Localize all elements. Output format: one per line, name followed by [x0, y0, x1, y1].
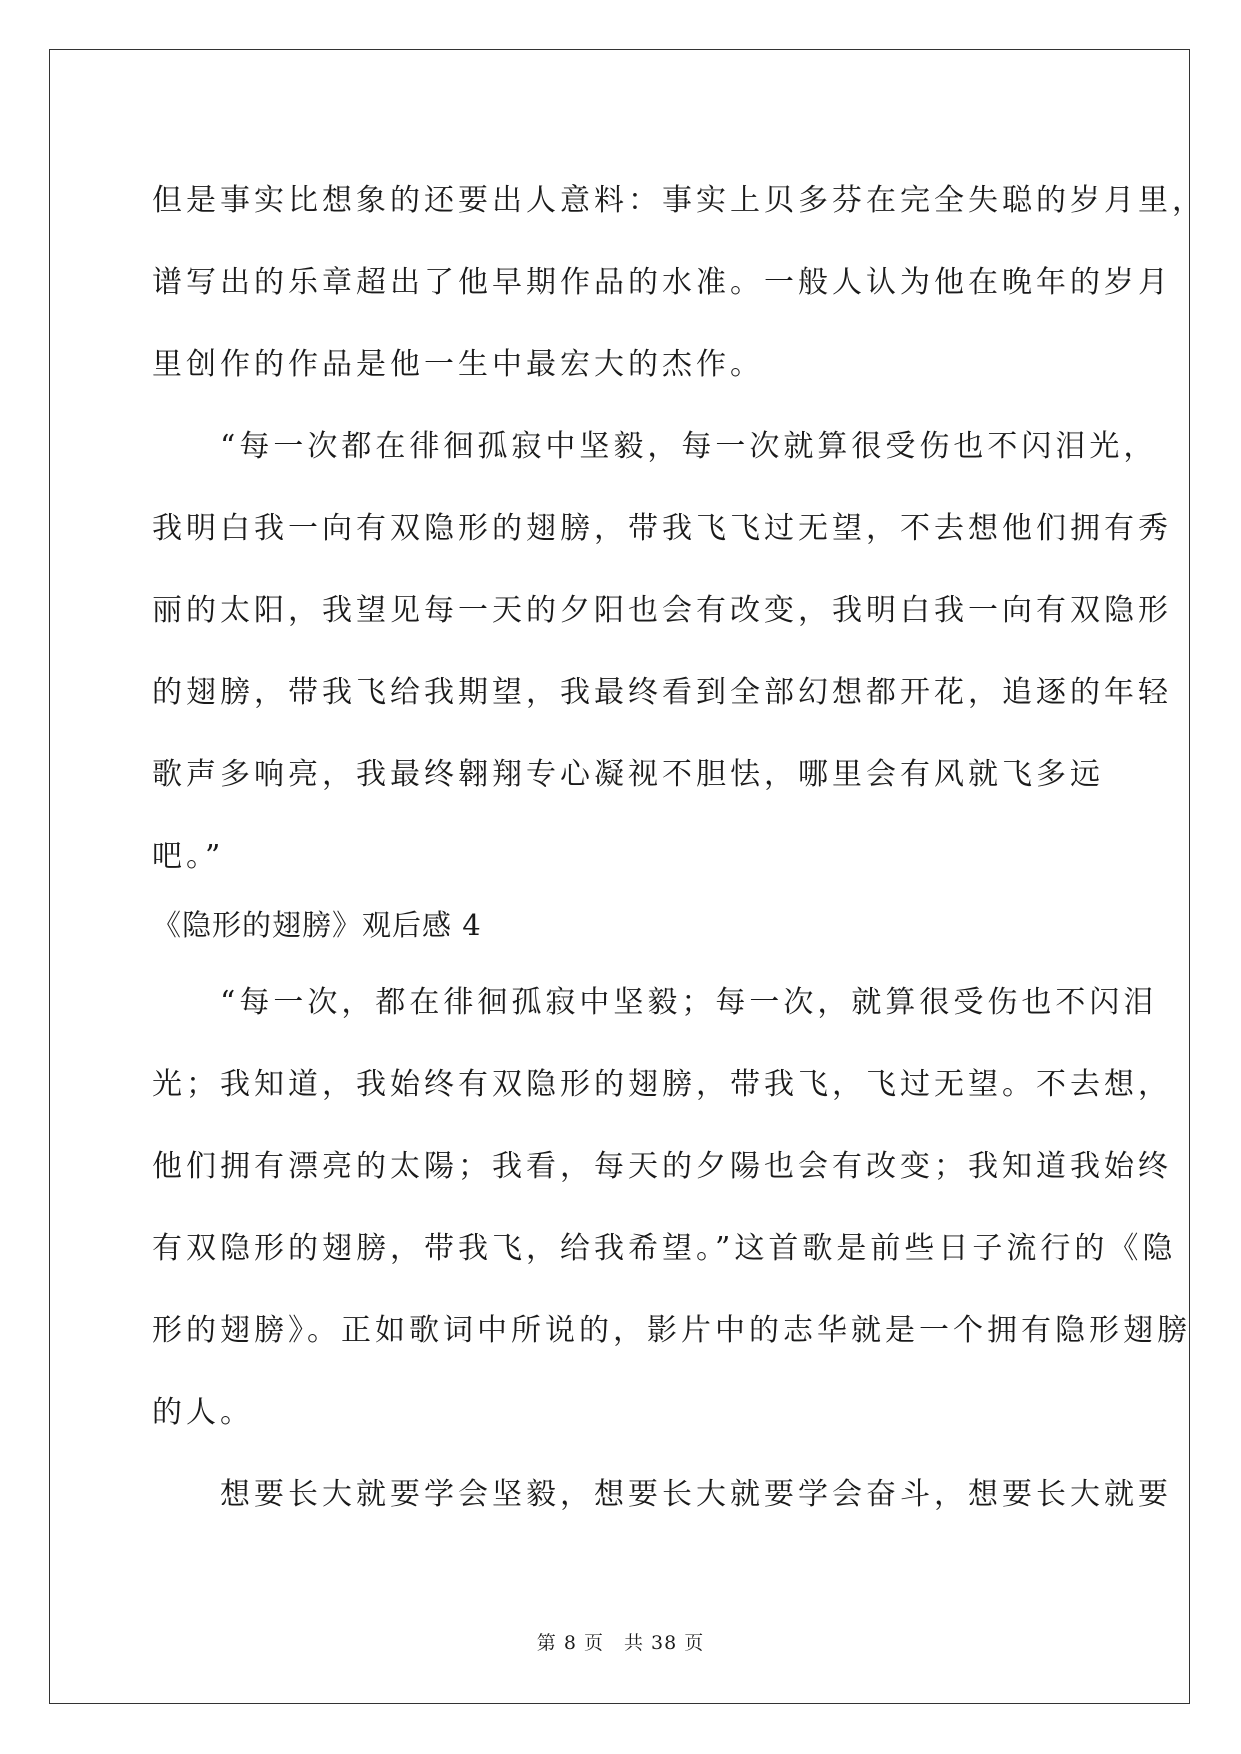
text-line: 歌声多响亮，我最终翱翔专心凝视不胆怯，哪里会有风就飞多远 [152, 757, 1104, 792]
section-heading: 《隐形的翅膀》观后感 4 [152, 908, 482, 942]
page-number: 第 8 页 共 38 页 [536, 1632, 705, 1654]
text-line: 光；我知道，我始终有双隐形的翅膀，带我飞，飞过无望。不去想， [152, 1067, 1172, 1102]
text-line: 丽的太阳，我望见每一天的夕阳也会有改变，我明白我一向有双隐形 [152, 593, 1172, 628]
text-line: 里创作的作品是他一生中最宏大的杰作。 [152, 347, 764, 382]
text-line: 的人。 [152, 1395, 254, 1430]
text-line: 形的翅膀》。正如歌词中所说的，影片中的志华就是一个拥有隐形翅膀 [152, 1313, 1191, 1348]
text-line: “每一次都在徘徊孤寂中坚毅，每一次就算很受伤也不闪泪光， [152, 429, 1158, 464]
paragraph [152, 962, 1191, 1454]
paragraph [152, 160, 1206, 406]
paragraph [152, 406, 1172, 898]
text-line: 他们拥有漂亮的太陽；我看，每天的夕陽也会有改变；我知道我始终 [152, 1149, 1172, 1184]
text-line: 我明白我一向有双隐形的翅膀，带我飞飞过无望，不去想他们拥有秀 [152, 511, 1172, 546]
page-footer [0, 1628, 1241, 1655]
text-line: 但是事实比想象的还要出人意料：事实上贝多芬在完全失聪的岁月里， [152, 183, 1206, 218]
paragraph [152, 1454, 1172, 1536]
text-line: 有双隐形的翅膀，带我飞，给我希望。”这首歌是前些日子流行的《隐 [152, 1231, 1177, 1266]
text-line: 想要长大就要学会坚毅，想要长大就要学会奋斗，想要长大就要 [152, 1477, 1172, 1512]
text-line: “每一次，都在徘徊孤寂中坚毅；每一次，就算很受伤也不闪泪 [152, 985, 1158, 1020]
document-body [152, 160, 1206, 1536]
text-line: 的翅膀，带我飞给我期望，我最终看到全部幻想都开花，追逐的年轻 [152, 675, 1172, 710]
text-line: 谱写出的乐章超出了他早期作品的水准。一般人认为他在晚年的岁月 [152, 265, 1172, 300]
text-line: 吧。” [152, 839, 225, 874]
